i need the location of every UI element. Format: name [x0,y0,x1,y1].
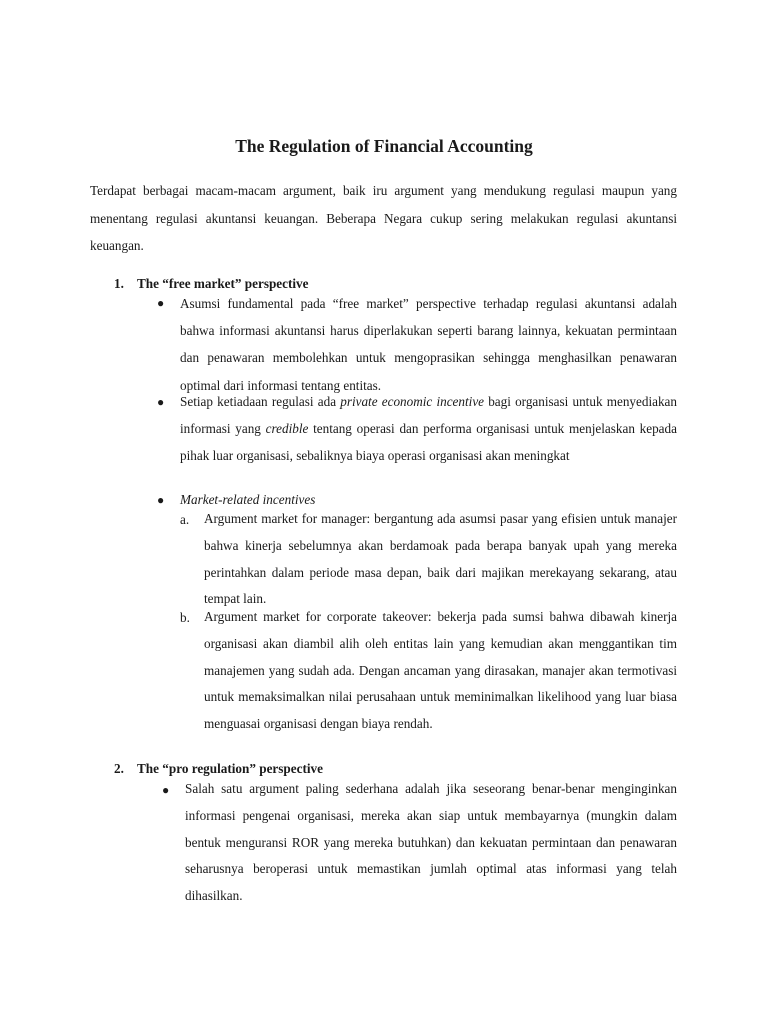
bullet-pro-regulation-argument: Salah satu argument paling sederhana adalah jika seseorang benar-benar menginginkan informasi pengenai organisasi, mereka akan siap untuk membayarnya (mungkin dalam bentuk menguransi ROR yang mereka butuhkan) dan kekuatan permintaan dan penawaran seharusnya beroperasi untuk memastikan jumlah optimal atas informasi yang telah dihasilkan. [185,781,677,904]
bullet-icon: ● [157,395,165,409]
text-span: bagi organisasi untuk menyediakan informasi yang [180,394,678,437]
sub-item-corporate-takeover: Argument market for corporate takeover: bekerja pada sumsi bahwa dibawah kinerja organisasi akan diambil alih oleh entitas lain yang kemudian akan menggantikan tim manajemen yang sudah ada. Dengan ancaman yang dirasakan, manajer akan termotivasi untuk memaksimalkan nilai perusahaan untuk meminimalkan likelihood yang luar biasa menguasai organisasi dengan biaya rendah. [204,609,677,732]
sub-item-letter: a. [180,512,190,527]
bullet-economic-incentive [180,388,677,470]
bullet-icon: ● [157,493,165,507]
italic-term: private economic incentive [340,394,485,409]
text-span: tentang operasi dan performa organisasi untuk menjelaskan kepada pihak luar organisasi, sebaliknya biaya operasi organisasi akan meningkat [180,421,677,464]
section-number: 2. [114,761,124,776]
text-span: Setiap ketiadaan regulasi ada [180,394,341,409]
italic-term: credible [265,421,309,437]
document-title: The Regulation of Financial Accounting [235,136,533,156]
sub-item-letter: b. [180,610,190,625]
section-number: 1. [114,276,124,291]
section-heading-text: The “pro regulation” perspective [137,761,323,776]
bullet-fundamental-assumption: Asumsi fundamental pada “free market” perspective terhadap regulasi akuntansi adalah bahwa informasi akuntansi harus diperlakukan seperti barang lainnya, kekuatan permintaan dan penawaran membolehkan untuk mengoprasikan sehingga menghasilkan penawaran optimal dari informasi tentang entitas. [180,296,677,393]
intro-paragraph: Terdapat berbagai macam-macam argument, baik iru argument yang mendukung regulasi maupun yang menentang regulasi akuntansi keuangan. Beberapa Negara cukup sering melakukan regulasi akuntansi keuangan. [90,183,677,253]
bullet-icon: ● [162,783,170,797]
bullet-icon: ● [157,296,165,310]
section-heading-text: The “free market” perspective [137,276,309,291]
sub-item-market-for-manager: Argument market for manager: bergantung ada asumsi pasar yang efisien untuk manajer bahwa kinerja sebelumnya akan berdamoak pada berapa banyak upah yang mereka perintahkan dalam periode masa depan, baik dari majikan merekayang sekarang, atau tempat lain. [204,511,677,607]
bullet-market-related-incentives: Market-related incentives [180,492,316,507]
